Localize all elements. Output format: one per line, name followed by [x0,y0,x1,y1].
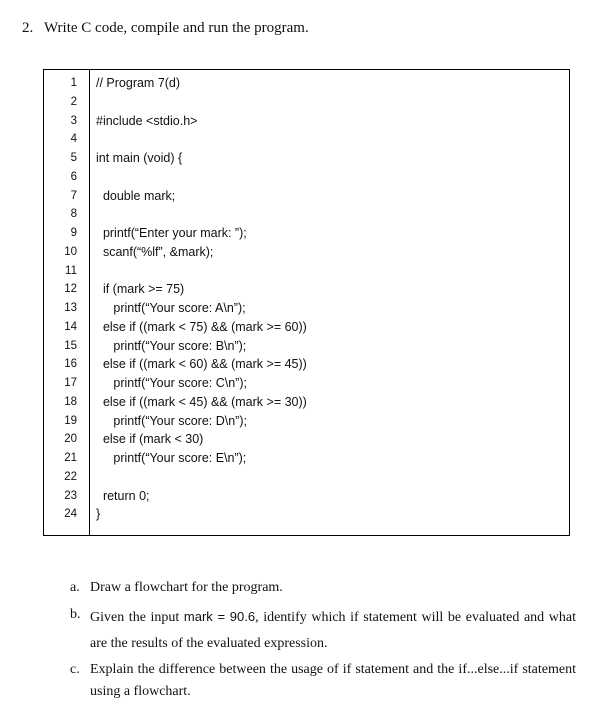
question-number: 2. [22,20,34,36]
line-number: 5 [70,152,77,164]
code-line: else if ((mark < 60) && (mark >= 45)) [96,357,307,372]
code-line: printf(“Your score: D\n”); [96,413,247,428]
line-number: 15 [64,339,77,352]
subquestion-c [70,659,576,703]
line-number: 21 [64,452,77,464]
line-number: 16 [64,358,77,371]
code-line: if (mark >= 75) [96,282,185,297]
line-number: 10 [64,245,77,258]
line-number: 3 [70,114,77,127]
subquestion-b-text [90,604,576,657]
code-line: #include <stdio.h> [96,113,198,128]
subquestion-b-letter: b. [70,607,81,622]
line-number: 12 [64,283,77,296]
line-number: 1 [70,77,77,89]
code-line: return 0; [96,488,150,503]
code-line: int main (void) { [96,151,183,165]
line-number: 13 [64,302,77,314]
subquestion-a-text: Draw a flowchart for the program. [90,580,283,595]
line-number: 20 [64,433,77,446]
line-number: 22 [64,470,77,483]
line-number: 9 [70,227,77,239]
question-text: Write C code, compile and run the program. [44,20,309,36]
code-line: printf(“Enter your mark: ”); [96,226,247,240]
code-line: else if ((mark < 45) && (mark >= 30)) [96,394,307,409]
subquestion-b-code: mark = 90.6 [183,609,256,624]
subquestion-a [70,577,576,599]
subquestion-b-prefix: Given the input [90,610,184,625]
code-line: else if (mark < 30) [96,432,204,447]
subquestion-c-text: Explain the difference between the usage of if statement and the if...else...if statement using a flowchart. [90,662,576,699]
line-number: 8 [70,208,77,221]
code-line: printf(“Your score: E\n”); [96,451,247,465]
question-heading [22,20,309,37]
subquestion-a-letter: a. [70,580,80,595]
code-line: double mark; [96,188,176,203]
line-number: 18 [64,395,77,408]
line-number: 24 [64,508,77,521]
line-number: 14 [64,320,77,333]
code-line: printf(“Your score: A\n”); [96,301,246,315]
line-number: 4 [70,133,77,146]
code-line: printf(“Your score: B\n”); [96,338,247,353]
code-line: } [96,507,101,522]
code-listing [43,69,570,536]
code-line: // Program 7(d) [96,76,181,90]
line-number: 11 [65,264,77,277]
line-number: 17 [64,377,77,389]
code-line: scanf(“%lf”, &mark); [96,244,214,259]
subquestion-b-suffix: , identify which if statement will be evaluated and what are the results of the evaluated expression. [90,610,576,651]
line-number: 2 [70,95,77,108]
line-number: 7 [70,189,77,202]
line-number: 23 [64,489,77,502]
code-line: else if ((mark < 75) && (mark >= 60)) [96,319,307,334]
subquestion-b [70,604,576,657]
line-number: 6 [70,170,77,183]
line-number: 19 [64,414,77,427]
subquestion-c-letter: c. [70,662,80,677]
code-line: printf(“Your score: C\n”); [96,376,247,390]
line-number-gutter [44,70,90,535]
